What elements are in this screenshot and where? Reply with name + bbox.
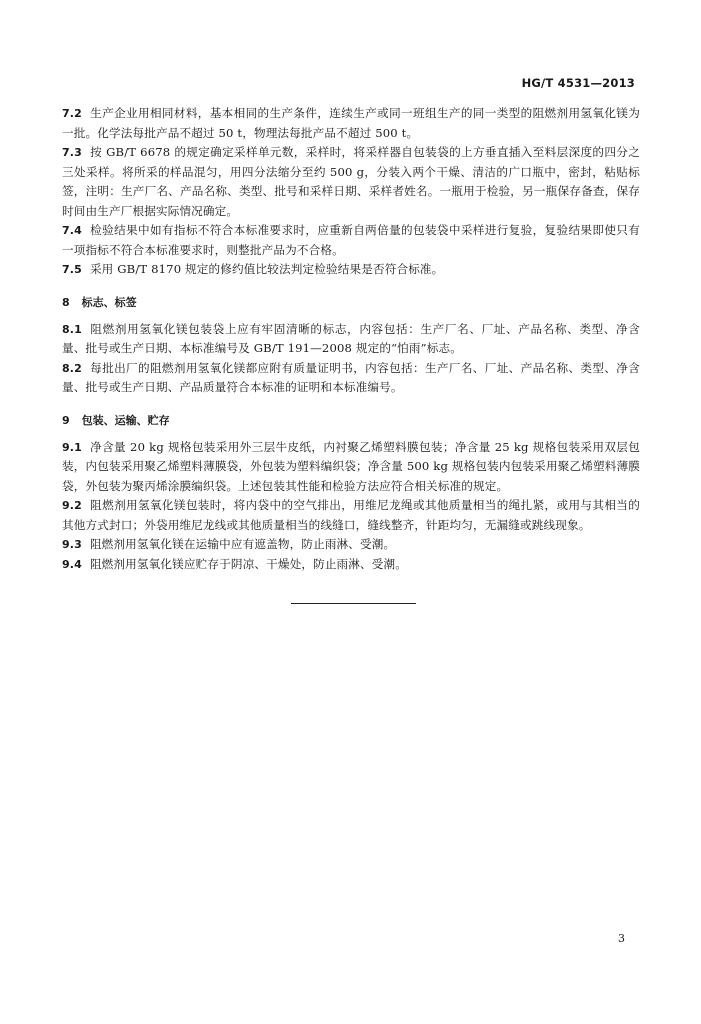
clause-number: 7.4 bbox=[62, 224, 82, 237]
clause-text: 生产企业用相同材料，基本相同的生产条件，连续生产或同一班组生产的同一类型的阻燃剂用氢氧化镁为一批。化学法每批产品不超过 50 t，物理法每批产品不超过 500 t。 bbox=[62, 106, 640, 140]
clause-8-2 bbox=[62, 359, 640, 398]
section-number: 9 bbox=[62, 413, 70, 427]
clause-text: 净含量 20 kg 规格包装采用外三层牛皮纸，内衬聚乙烯塑料膜包装；净含量 25 kg 规格包装采用双层包装，内包装采用聚乙烯塑料薄膜袋，外包装为塑料编织袋；净含量 500 kg 规格包装内包装采用聚乙烯塑料薄膜袋，外包装为聚丙烯涂膜编织袋。上述包装其性能和检验方法应符合相关标准的规定。 bbox=[62, 439, 640, 493]
clause-7-4 bbox=[62, 221, 640, 260]
section-heading-8 bbox=[62, 293, 640, 312]
clause-8-1 bbox=[62, 320, 640, 359]
clause-number: 8.2 bbox=[62, 361, 82, 375]
clause-number: 7.3 bbox=[62, 146, 82, 159]
clause-number: 9.4 bbox=[62, 557, 82, 571]
clause-7-3 bbox=[62, 143, 640, 221]
clause-text: 采用 GB/T 8170 规定的修约值比较法判定检验结果是否符合标准。 bbox=[89, 262, 444, 276]
clause-number: 7.5 bbox=[62, 263, 82, 276]
clause-9-2 bbox=[62, 496, 640, 535]
end-rule bbox=[291, 603, 416, 604]
clause-9-3 bbox=[62, 535, 640, 555]
clause-text: 阻燃剂用氢氧化镁在运输中应有遮盖物，防止雨淋、受潮。 bbox=[89, 537, 396, 551]
clause-7-5 bbox=[62, 260, 640, 280]
clause-9-4 bbox=[62, 555, 640, 575]
clause-text: 阻燃剂用氢氧化镁应贮存于阴凉、干燥处，防止雨淋、受潮。 bbox=[89, 556, 408, 571]
clause-text: 阻燃剂用氢氧化镁包装袋上应有牢固清晰的标志，内容包括：生产厂名、厂址、产品名称、类型、净含量、批号或生产日期、本标准编号及 GB/T 191—2008 规定的“怕雨”标志。 bbox=[62, 321, 640, 355]
clause-number: 8.1 bbox=[62, 322, 82, 336]
clause-text: 每批出厂的阻燃剂用氢氧化镁都应附有质量证明书，内容包括：生产厂名、厂址、产品名称、类型、净含量、批号或生产日期、产品质量符合本标准的证明和本标准编号。 bbox=[62, 360, 640, 394]
section-number: 8 bbox=[62, 295, 70, 309]
clause-text: 检验结果中如有指标不符合本标准要求时，应重新自两倍量的包装袋中采样进行复验，复验结果即使只有一项指标不符合本标准要求时，则整批产品为不合格。 bbox=[62, 223, 640, 257]
document-body bbox=[62, 104, 640, 574]
clause-9-1 bbox=[62, 438, 640, 497]
section-title: 标志、标签 bbox=[81, 295, 137, 309]
page-number: 3 bbox=[618, 932, 625, 945]
clause-number: 9.3 bbox=[62, 538, 82, 551]
clause-number: 9.2 bbox=[62, 499, 82, 512]
clause-number: 9.1 bbox=[62, 440, 82, 454]
clause-text: 按 GB/T 6678 的规定确定采样单元数，采样时，将采样器自包装袋的上方垂直插入至料层深度的四分之三处采样。将所采的样品混匀，用四分法缩分至约 500 g，分装入两个干燥、清洁的广口瓶中，密封，粘贴标签，注明：生产厂名、产品名称、类型、批号和采样日期、采样者姓名。一瓶用于检验，另一瓶保存备查，保存时间由生产厂根据实际情况确定。 bbox=[62, 145, 640, 218]
section-heading-9 bbox=[62, 411, 640, 430]
section-title: 包装、运输、贮存 bbox=[81, 413, 170, 427]
clause-text: 阻燃剂用氢氧化镁包装时，将内袋中的空气排出，用维尼龙绳或其他质量相当的绳扎紧，或用与其相当的其他方式封口；外袋用维尼龙线或其他质量相当的线缝口，缝线整齐，针距均匀，无漏缝或跳线现象。 bbox=[62, 498, 640, 532]
standard-code: HG/T 4531—2013 bbox=[521, 76, 635, 90]
clause-number: 7.2 bbox=[62, 107, 82, 120]
clause-7-2 bbox=[62, 104, 640, 143]
